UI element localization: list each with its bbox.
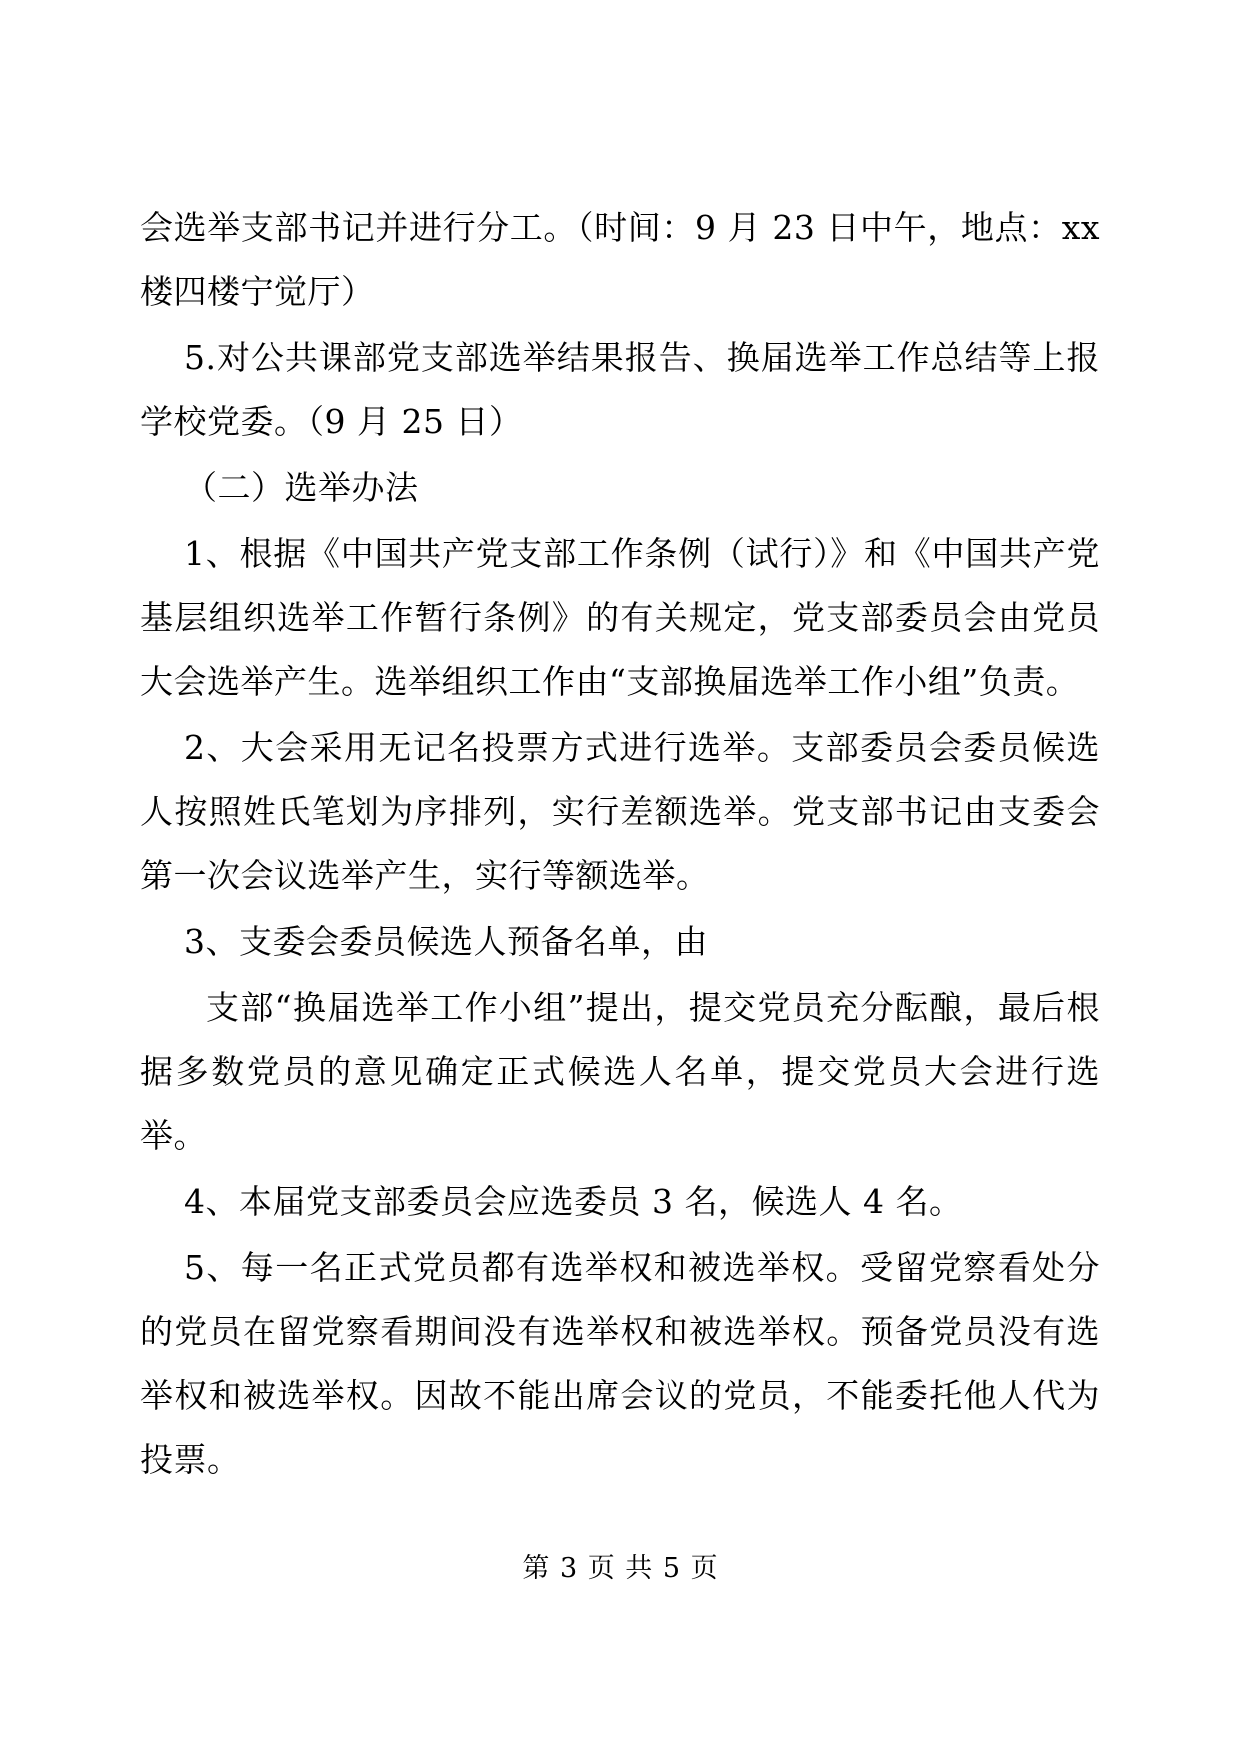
paragraph: 3、支委会委员候选人预备名单，由 [184, 922, 708, 961]
paragraph: 4、本届党支部委员会应选委员 3 名，候选人 4 名。 [184, 1182, 963, 1221]
paragraph: 1、根据《中国共产党支部工作条例（试行）》和《中国共产党基层组织选举工作暂行条例》的有关规定，党支部委员会由党员大会选举产生。选举组织工作由“支部换届选举工作小组”负责。 [140, 534, 1100, 701]
paragraph: 2、大会采用无记名投票方式进行选举。支部委员会委员候选人按照姓氏笔划为序排列，实行差额选举。党支部书记由支委会第一次会议选举产生，实行等额选举。 [140, 728, 1100, 895]
paragraph: 支部“换届选举工作小组”提出，提交党员充分酝酿，最后根据多数党员的意见确定正式候选人名单，提交党员大会进行选举。 [140, 988, 1100, 1155]
document-body [140, 196, 1111, 1492]
page-footer: 第 3 页 共 5 页 [522, 1553, 719, 1584]
paragraph: 5、每一名正式党员都有选举权和被选举权。受留党察看处分的党员在留党察看期间没有选举权和被选举权。预备党员没有选举权和被选举权。因故不能出席会议的党员，不能委托他人代为投票。 [140, 1248, 1100, 1479]
paragraph: 5.对公共课部党支部选举结果报告、换届选举工作总结等上报学校党委。（9 月 25 日） [140, 338, 1100, 441]
paragraph: 会选举支部书记并进行分工。（时间：9 月 23 日中午，地点：xx 楼四楼宁觉厅） [140, 208, 1111, 311]
paragraph: （二）选举办法 [184, 468, 419, 507]
